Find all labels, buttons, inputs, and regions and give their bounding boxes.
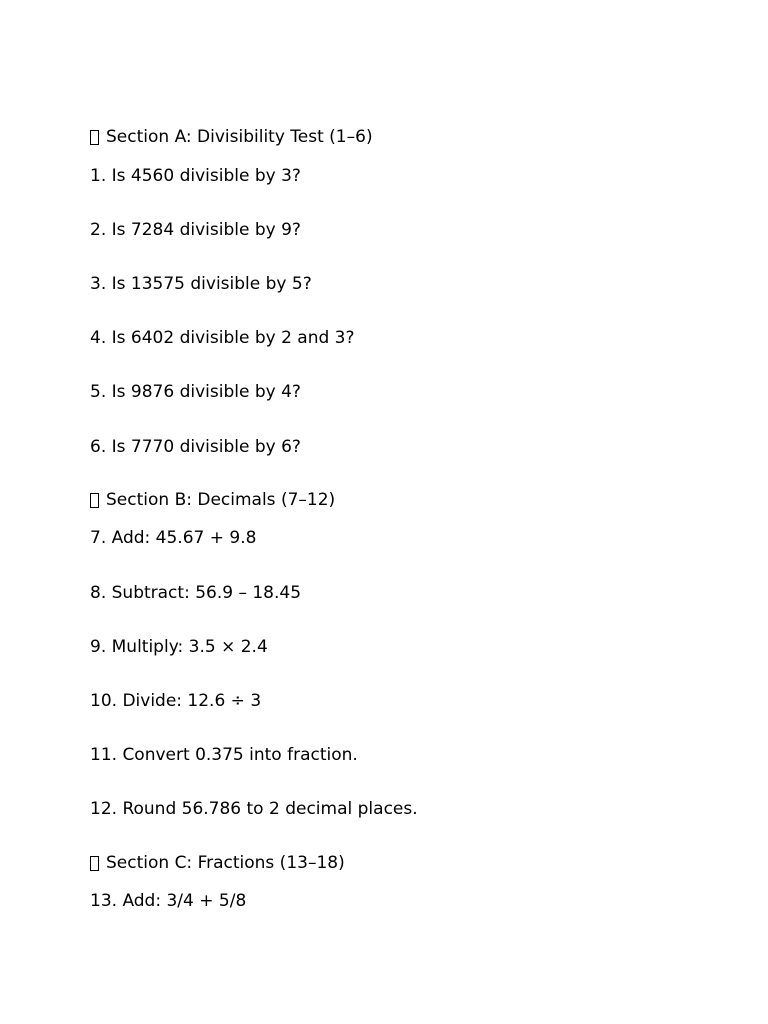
section-b-heading <box>90 489 335 511</box>
question-7: 7. Add: 45.67 + 9.8 <box>90 528 257 548</box>
question-2: 2. Is 7284 divisible by 9? <box>90 220 301 240</box>
question-4: 4. Is 6402 divisible by 2 and 3? <box>90 328 355 348</box>
question-13: 13. Add: 3/4 + 5/8 <box>90 891 247 911</box>
section-b-heading-text: Section B: Decimals (7–12) <box>106 490 336 510</box>
question-10: 10. Divide: 12.6 ÷ 3 <box>90 691 262 711</box>
question-6: 6. Is 7770 divisible by 6? <box>90 437 301 457</box>
section-a-heading-text: Section A: Divisibility Test (1–6) <box>106 127 373 147</box>
question-3: 3. Is 13575 divisible by 5? <box>90 274 312 294</box>
section-c-heading <box>90 852 345 874</box>
question-9: 9. Multiply: 3.5 × 2.4 <box>90 637 268 657</box>
question-12: 12. Round 56.786 to 2 decimal places. <box>90 799 418 819</box>
missing-glyph-icon <box>90 493 99 508</box>
question-11: 11. Convert 0.375 into fraction. <box>90 745 358 765</box>
missing-glyph-icon <box>90 856 99 871</box>
question-5: 5. Is 9876 divisible by 4? <box>90 382 301 402</box>
missing-glyph-icon <box>90 130 99 145</box>
question-8: 8. Subtract: 56.9 – 18.45 <box>90 583 302 603</box>
section-c-heading-text: Section C: Fractions (13–18) <box>106 853 345 873</box>
question-1: 1. Is 4560 divisible by 3? <box>90 166 301 186</box>
section-a-heading <box>90 126 373 148</box>
